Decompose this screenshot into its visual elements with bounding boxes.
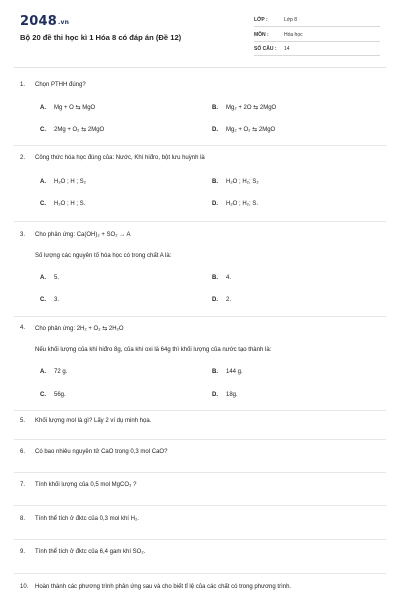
meta-value: Lớp 8 [284, 17, 298, 23]
question-number: 2. [20, 155, 26, 161]
option-letter: C. [40, 297, 46, 303]
question-divider [14, 145, 386, 146]
question-text: Tính thể tích ở đktc của 0,3 mol khí H₂. [35, 516, 139, 522]
option-b[interactable] [212, 179, 259, 185]
option-c[interactable] [40, 297, 59, 303]
meta-key: SỐ CÂU : [254, 46, 277, 52]
option-letter: B. [212, 105, 218, 111]
option-letter: B. [212, 369, 218, 375]
question-divider [14, 472, 386, 473]
question-divider [14, 505, 386, 506]
meta-value: 14 [284, 46, 290, 52]
question-text: Chọn PTHH đúng? [35, 82, 86, 88]
site-logo[interactable] [20, 14, 69, 29]
option-text: H₂O ; H ; S. [54, 201, 86, 207]
option-letter: B. [212, 275, 218, 281]
option-text: 2Mg + O₂ ⇆ 2MgO [54, 127, 105, 133]
question-number: 5. [20, 418, 26, 424]
question-subtext: Nếu khối lượng của khí hiđro 8g, của khí oxi là 64g thì khối lượng của nước tạo thành là: [35, 347, 272, 353]
question-number: 8. [20, 516, 26, 522]
option-c[interactable] [40, 126, 104, 133]
question-divider [14, 539, 386, 540]
meta-row-grade [254, 14, 380, 27]
option-text: 18g. [226, 392, 238, 398]
option-b[interactable] [212, 104, 276, 111]
option-letter: C. [40, 127, 46, 133]
option-b[interactable] [212, 369, 243, 375]
question-number: 3. [20, 232, 26, 238]
question-text: Tính khối lượng của 0,5 mol MgCO₃ ? [35, 482, 137, 488]
option-letter: C. [40, 392, 46, 398]
meta-key: LỚP : [254, 17, 268, 23]
option-text: Mg + O ⇆ MgO [54, 105, 96, 111]
option-letter: A. [40, 105, 46, 111]
option-letter: D. [212, 392, 218, 398]
question-text: Hoàn thành các phương trình phản ứng sau và cho biết tỉ lệ của các chất có trong phương trình. [35, 584, 292, 590]
option-d[interactable] [212, 392, 238, 398]
option-text: H₂O ; H₂; S. [226, 201, 258, 207]
option-text: 3. [54, 297, 60, 303]
header-divider [14, 67, 386, 68]
option-a[interactable] [40, 275, 59, 281]
option-text: 144 g. [226, 369, 243, 375]
logo-main: 2048 [20, 14, 57, 29]
option-text: H₂O ; H₂; S₂ [226, 179, 259, 185]
question-text: Cho phản ứng: Ca(OH)₂ + SO₂ → A [35, 232, 131, 238]
option-text: 56g. [54, 392, 66, 398]
question-text: Có bao nhiêu nguyên tử CaO trong 0,3 mol CaO? [35, 449, 168, 455]
question-divider [14, 573, 386, 574]
option-letter: D. [212, 201, 218, 207]
option-text: 4. [226, 275, 232, 281]
question-text: Công thức hóa học đúng của: Nước, Khí hiđro, bột lưu huỳnh là [35, 155, 205, 161]
option-c[interactable] [40, 392, 66, 398]
option-a[interactable] [40, 369, 67, 375]
document-header [0, 0, 400, 68]
option-letter: D. [212, 297, 218, 303]
meta-value: Hóa học [284, 32, 303, 38]
option-d[interactable] [212, 126, 275, 133]
option-c[interactable] [40, 201, 85, 207]
question-number: 9. [20, 549, 26, 555]
option-text: Mg₂ + 2O ⇆ 2MgO [226, 105, 277, 111]
question-divider [14, 316, 386, 317]
option-a[interactable] [40, 179, 86, 185]
question-number: 7. [20, 482, 26, 488]
option-d[interactable] [212, 201, 258, 207]
option-letter: A. [40, 369, 46, 375]
option-a[interactable] [40, 104, 95, 111]
option-letter: B. [212, 179, 218, 185]
question-number: 10. [20, 584, 29, 590]
option-letter: A. [40, 179, 46, 185]
question-text: Tính thể tích ở đktc của 6,4 gam khí SO₂. [35, 549, 146, 555]
question-divider [14, 439, 386, 440]
question-text: Cho phản ứng: 2H₂ + O₂ ⇆ 2H₂O [35, 326, 124, 332]
option-text: 2. [226, 297, 232, 303]
question-number: 1. [20, 82, 26, 88]
question-divider [14, 410, 386, 411]
option-letter: A. [40, 275, 46, 281]
logo-tld: .vn [57, 19, 70, 26]
option-text: Mg₂ + O₂ ⇆ 2MgO [226, 127, 276, 133]
question-number: 6. [20, 449, 26, 455]
option-b[interactable] [212, 275, 231, 281]
option-text: 72 g. [54, 369, 68, 375]
option-letter: D. [212, 127, 218, 133]
document-title: Bộ 20 đề thi học kì 1 Hóa 8 có đáp án (Đề 12) [20, 33, 182, 42]
option-text: H₂O ; H ; S₂ [54, 179, 86, 185]
option-letter: C. [40, 201, 46, 207]
question-subtext: Số lượng các nguyên tố hóa học có trong chất A là: [35, 253, 172, 259]
meta-row-subject [254, 29, 380, 42]
option-text: 5. [54, 275, 60, 281]
question-number: 4. [20, 325, 26, 331]
option-d[interactable] [212, 297, 231, 303]
meta-row-count [254, 43, 380, 56]
question-divider [14, 221, 386, 222]
question-text: Khối lượng mol là gì? Lấy 2 ví dụ minh họa. [35, 418, 152, 424]
meta-key: MÔN : [254, 32, 269, 38]
